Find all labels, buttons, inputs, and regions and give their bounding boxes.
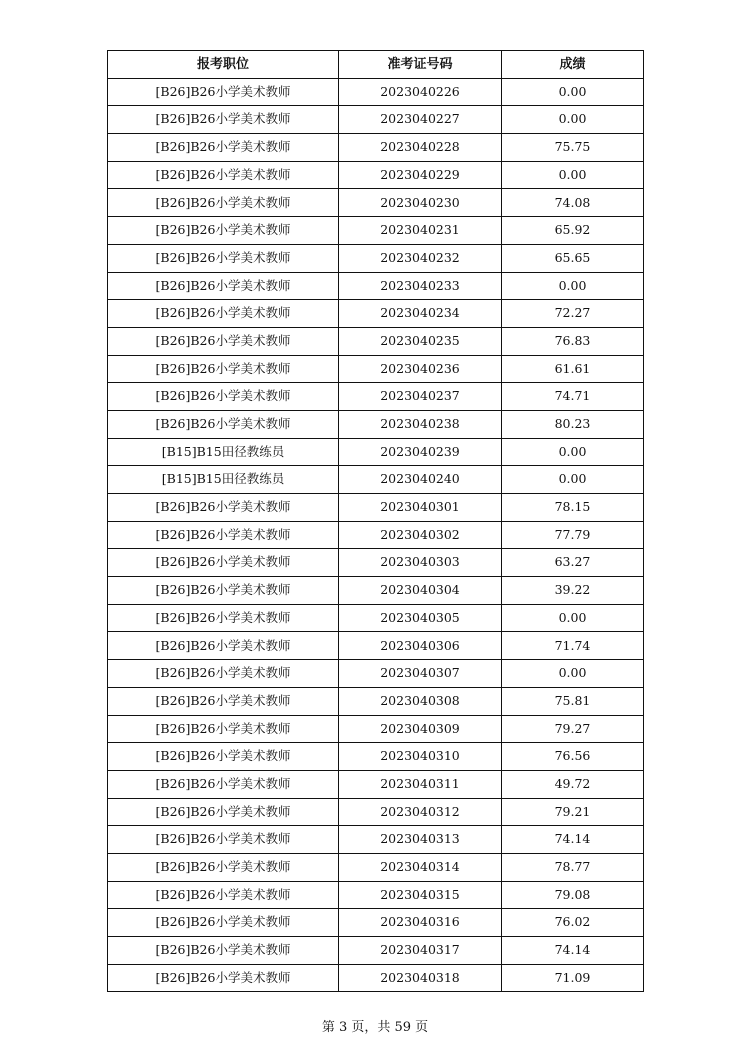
score-cell: 76.56 [502, 743, 644, 771]
score-cell: 78.77 [502, 853, 644, 881]
exam-number-cell: 2023040317 [339, 937, 502, 965]
score-cell: 75.81 [502, 687, 644, 715]
exam-number-cell: 2023040230 [339, 189, 502, 217]
exam-number-cell: 2023040233 [339, 272, 502, 300]
table-row [108, 466, 644, 494]
score-cell: 79.27 [502, 715, 644, 743]
exam-number-cell: 2023040237 [339, 383, 502, 411]
score-cell: 0.00 [502, 161, 644, 189]
position-cell: [B26]B26小学美术教师 [108, 189, 339, 217]
exam-number-cell: 2023040308 [339, 687, 502, 715]
table-row [108, 161, 644, 189]
exam-number-cell: 2023040313 [339, 826, 502, 854]
exam-number-cell: 2023040304 [339, 577, 502, 605]
position-cell: [B26]B26小学美术教师 [108, 853, 339, 881]
score-cell: 78.15 [502, 494, 644, 522]
position-cell: [B26]B26小学美术教师 [108, 687, 339, 715]
position-cell: [B26]B26小学美术教师 [108, 106, 339, 134]
position-cell: [B26]B26小学美术教师 [108, 743, 339, 771]
exam-number-cell: 2023040303 [339, 549, 502, 577]
exam-number-cell: 2023040301 [339, 494, 502, 522]
exam-number-cell: 2023040312 [339, 798, 502, 826]
exam-number-cell: 2023040232 [339, 244, 502, 272]
exam-number-cell: 2023040227 [339, 106, 502, 134]
score-cell: 72.27 [502, 300, 644, 328]
score-cell: 76.02 [502, 909, 644, 937]
exam-number-cell: 2023040316 [339, 909, 502, 937]
table-row [108, 438, 644, 466]
position-cell: [B26]B26小学美术教师 [108, 632, 339, 660]
table-row [108, 78, 644, 106]
table-row [108, 909, 644, 937]
position-cell: [B26]B26小学美术教师 [108, 383, 339, 411]
score-cell: 63.27 [502, 549, 644, 577]
table-row [108, 383, 644, 411]
position-cell: [B26]B26小学美术教师 [108, 937, 339, 965]
position-cell: [B26]B26小学美术教师 [108, 410, 339, 438]
table-row [108, 660, 644, 688]
exam-number-cell: 2023040238 [339, 410, 502, 438]
exam-number-cell: 2023040235 [339, 327, 502, 355]
position-cell: [B26]B26小学美术教师 [108, 770, 339, 798]
position-cell: [B26]B26小学美术教师 [108, 604, 339, 632]
table-body [108, 78, 644, 992]
table-row [108, 410, 644, 438]
table-row [108, 549, 644, 577]
table-row [108, 853, 644, 881]
position-cell: [B26]B26小学美术教师 [108, 964, 339, 992]
table-row [108, 798, 644, 826]
header-row [108, 51, 644, 79]
position-cell: [B26]B26小学美术教师 [108, 909, 339, 937]
score-cell: 61.61 [502, 355, 644, 383]
column-header-position: 报考职位 [108, 51, 339, 79]
table-row [108, 743, 644, 771]
position-cell: [B26]B26小学美术教师 [108, 715, 339, 743]
table-row [108, 189, 644, 217]
table-row [108, 494, 644, 522]
score-cell: 0.00 [502, 78, 644, 106]
table-row [108, 134, 644, 162]
table-row [108, 632, 644, 660]
exam-number-cell: 2023040309 [339, 715, 502, 743]
position-cell: [B26]B26小学美术教师 [108, 494, 339, 522]
score-cell: 0.00 [502, 106, 644, 134]
score-cell: 79.21 [502, 798, 644, 826]
exam-number-cell: 2023040305 [339, 604, 502, 632]
score-cell: 74.14 [502, 826, 644, 854]
exam-number-cell: 2023040229 [339, 161, 502, 189]
position-cell: [B26]B26小学美术教师 [108, 300, 339, 328]
table-row [108, 687, 644, 715]
score-cell: 71.09 [502, 964, 644, 992]
table-row [108, 355, 644, 383]
position-cell: [B26]B26小学美术教师 [108, 327, 339, 355]
table-row [108, 715, 644, 743]
score-cell: 79.08 [502, 881, 644, 909]
score-table [107, 50, 644, 992]
score-cell: 65.65 [502, 244, 644, 272]
position-cell: [B26]B26小学美术教师 [108, 244, 339, 272]
score-cell: 80.23 [502, 410, 644, 438]
score-cell: 74.14 [502, 937, 644, 965]
exam-number-cell: 2023040307 [339, 660, 502, 688]
position-cell: [B26]B26小学美术教师 [108, 78, 339, 106]
score-cell: 76.83 [502, 327, 644, 355]
exam-number-cell: 2023040231 [339, 217, 502, 245]
exam-number-cell: 2023040239 [339, 438, 502, 466]
exam-number-cell: 2023040226 [339, 78, 502, 106]
column-header-exam-number: 准考证号码 [339, 51, 502, 79]
score-cell: 0.00 [502, 604, 644, 632]
table-row [108, 964, 644, 992]
exam-number-cell: 2023040228 [339, 134, 502, 162]
table-row [108, 604, 644, 632]
table-row [108, 327, 644, 355]
exam-number-cell: 2023040314 [339, 853, 502, 881]
table-row [108, 521, 644, 549]
score-cell: 71.74 [502, 632, 644, 660]
position-cell: [B26]B26小学美术教师 [108, 577, 339, 605]
position-cell: [B26]B26小学美术教师 [108, 161, 339, 189]
table-row [108, 937, 644, 965]
score-cell: 74.71 [502, 383, 644, 411]
score-cell: 0.00 [502, 660, 644, 688]
position-cell: [B26]B26小学美术教师 [108, 826, 339, 854]
table-row [108, 881, 644, 909]
position-cell: [B26]B26小学美术教师 [108, 549, 339, 577]
exam-number-cell: 2023040234 [339, 300, 502, 328]
position-cell: [B26]B26小学美术教师 [108, 881, 339, 909]
exam-number-cell: 2023040311 [339, 770, 502, 798]
position-cell: [B15]B15田径教练员 [108, 466, 339, 494]
score-cell: 0.00 [502, 466, 644, 494]
score-cell: 65.92 [502, 217, 644, 245]
exam-number-cell: 2023040318 [339, 964, 502, 992]
position-cell: [B26]B26小学美术教师 [108, 134, 339, 162]
table-header [108, 51, 644, 79]
position-cell: [B26]B26小学美术教师 [108, 217, 339, 245]
position-cell: [B15]B15田径教练员 [108, 438, 339, 466]
exam-number-cell: 2023040236 [339, 355, 502, 383]
table-row [108, 272, 644, 300]
exam-number-cell: 2023040310 [339, 743, 502, 771]
score-cell: 75.75 [502, 134, 644, 162]
score-cell: 77.79 [502, 521, 644, 549]
exam-number-cell: 2023040306 [339, 632, 502, 660]
score-cell: 49.72 [502, 770, 644, 798]
table-row [108, 217, 644, 245]
table-row [108, 826, 644, 854]
table-row [108, 300, 644, 328]
score-cell: 74.08 [502, 189, 644, 217]
score-cell: 39.22 [502, 577, 644, 605]
position-cell: [B26]B26小学美术教师 [108, 660, 339, 688]
position-cell: [B26]B26小学美术教师 [108, 272, 339, 300]
exam-number-cell: 2023040302 [339, 521, 502, 549]
position-cell: [B26]B26小学美术教师 [108, 798, 339, 826]
table-row [108, 577, 644, 605]
column-header-score: 成绩 [502, 51, 644, 79]
score-cell: 0.00 [502, 272, 644, 300]
score-cell: 0.00 [502, 438, 644, 466]
exam-number-cell: 2023040315 [339, 881, 502, 909]
table-row [108, 244, 644, 272]
table-row [108, 106, 644, 134]
position-cell: [B26]B26小学美术教师 [108, 355, 339, 383]
page-footer: 第 3 页，共 59 页 [321, 1020, 429, 1035]
table-row [108, 770, 644, 798]
exam-number-cell: 2023040240 [339, 466, 502, 494]
position-cell: [B26]B26小学美术教师 [108, 521, 339, 549]
